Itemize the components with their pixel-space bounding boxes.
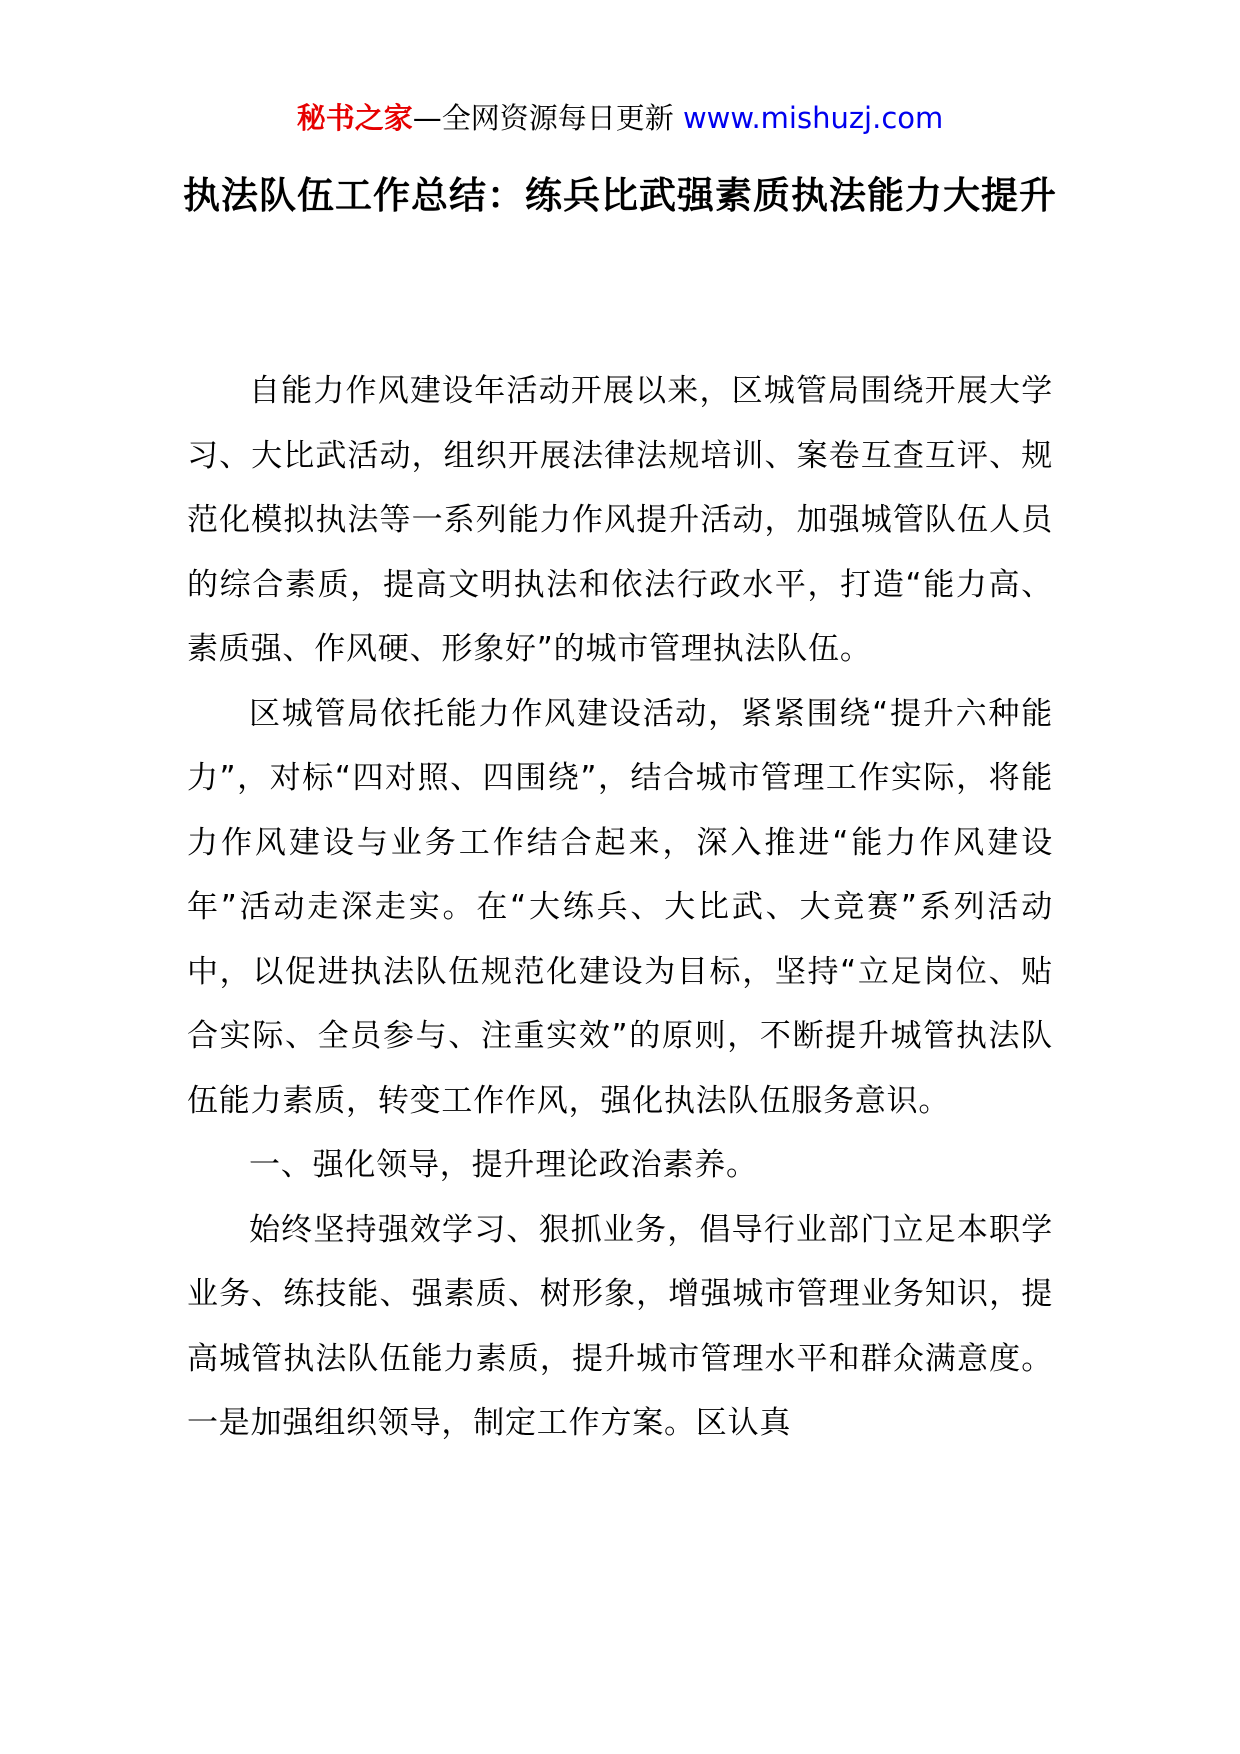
document-title: 执法队伍工作总结：练兵比武强素质执法能力大提升 (183, 174, 1057, 217)
site-banner (0, 98, 1240, 138)
document-body (187, 359, 1053, 1456)
banner-url-link[interactable]: www.mishuzj.com (682, 101, 944, 135)
body-paragraph: 区城管局依托能力作风建设活动，紧紧围绕“提升六种能力”，对标“四对照、四围绕”，结合城市管理工作实际，将能力作风建设与业务工作结合起来，深入推进“能力作风建设年”活动走深走实。在“大练兵、大比武、大竞赛”系列活动中，以促进执法队伍规范化建设为目标，坚持“立足岗位、贴合实际、全员参与、注重实效”的原则，不断提升城管执法队伍能力素质，转变工作作风，强化执法队伍服务意识。 (187, 695, 1053, 1119)
section-heading: 一、强化领导，提升理论政治素养。 (249, 1147, 758, 1183)
body-paragraph: 始终坚持强效学习、狠抓业务，倡导行业部门立足本职学业务、练技能、强素质、树形象，增强城市管理业务知识，提高城管执法队伍能力素质，提升城市管理水平和群众满意度。一是加强组织领导，制定工作方案。区认真 (187, 1211, 1053, 1441)
banner-tagline: —全网资源每日更新 (412, 101, 683, 135)
banner-brand: 秘书之家 (296, 101, 413, 135)
body-paragraph: 自能力作风建设年活动开展以来，区城管局围绕开展大学习、大比武活动，组织开展法律法规培训、案卷互查互评、规范化模拟执法等一系列能力作风提升活动，加强城管队伍人员的综合素质，提高文明执法和依法行政水平，打造“能力高、素质强、作风硬、形象好”的城市管理执法队伍。 (187, 373, 1053, 667)
